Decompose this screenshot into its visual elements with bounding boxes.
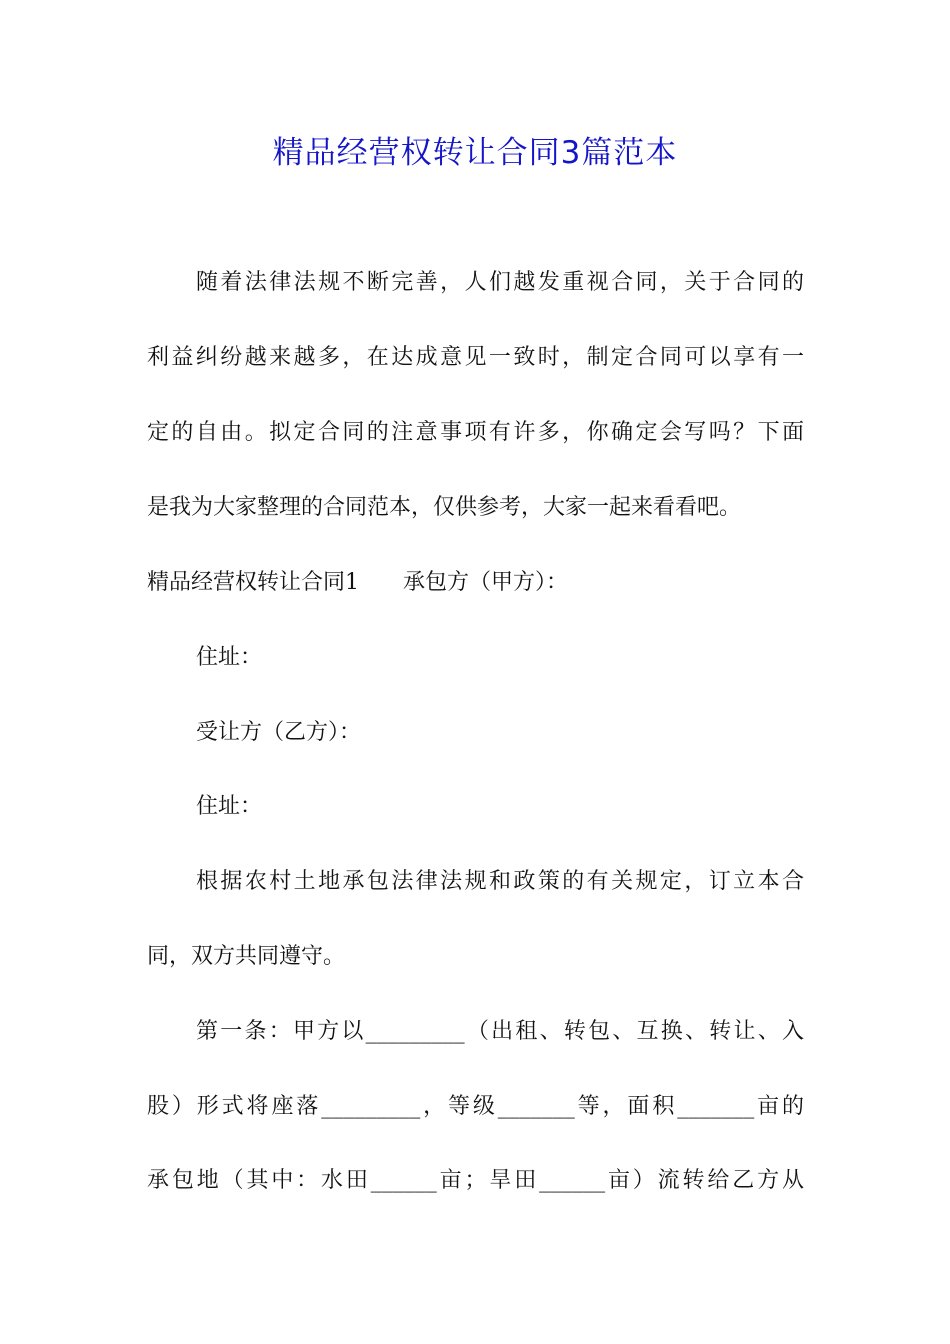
party-a-address-label: 住址： <box>196 645 263 670</box>
party-b-label: 受让方（乙方）： <box>196 720 362 745</box>
document-title: 精品经营权转让合同3篇范本 <box>272 135 678 171</box>
party-b-address-label: 住址： <box>196 794 263 819</box>
contract-heading-line: 精品经营权转让合同1 承包方（甲方）： <box>147 570 568 595</box>
paragraph-line-3: 定的自由。拟定合同的注意事项有许多，你确定会写吗？下面 <box>147 420 804 445</box>
paragraph-line-1: 随着法律法规不断完善，人们越发重视合同，关于合同的 <box>196 270 804 295</box>
article-1-line-3: 承包地（其中：水田______亩；旱田______亩）流转给乙方从 <box>147 1168 804 1193</box>
article-1-line-1: 第一条：甲方以_________（出租、转包、互换、转让、入 <box>196 1019 804 1044</box>
paragraph-line-4: 是我为大家整理的合同范本，仅供参考，大家一起来看看吧。 <box>147 495 742 520</box>
paragraph-line-6: 同，双方共同遵守。 <box>147 944 346 969</box>
article-1-line-2: 股）形式将座落_________，等级_______等，面积_______亩的 <box>147 1094 804 1119</box>
paragraph-line-2: 利益纠纷越来越多，在达成意见一致时，制定合同可以享有一 <box>147 345 804 370</box>
paragraph-line-5: 根据农村土地承包法律法规和政策的有关规定，订立本合 <box>196 869 804 894</box>
